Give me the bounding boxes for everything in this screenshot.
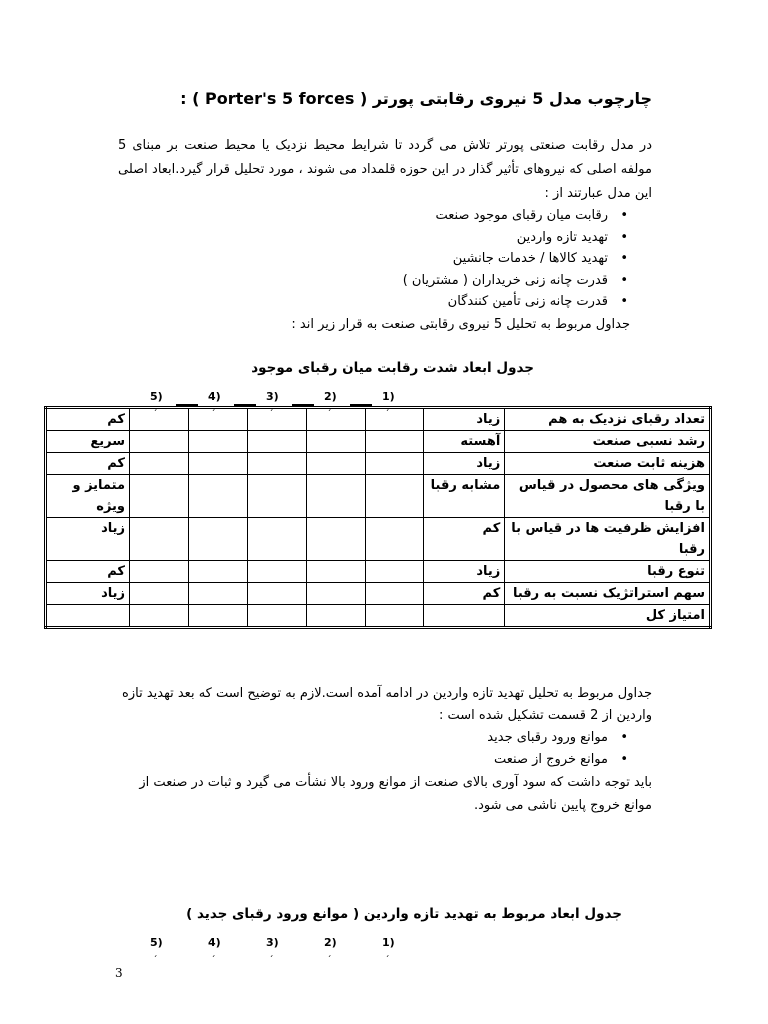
factor-cell: سهم استراتژیک نسبت به رقبا (505, 583, 711, 605)
table-row (46, 431, 711, 453)
low-end-cell: متمایز و ویژه (46, 475, 130, 518)
score-cell (188, 605, 247, 628)
factor-cell: رشد نسبی صنعت (505, 431, 711, 453)
score-cell (247, 518, 306, 561)
table2-caption: جدول ابعاد مربوط به تهدید تازه واردین ( موانع ورود رقبای جدید ) (186, 906, 622, 922)
list-item: • موانع خروج از صنعت (487, 749, 630, 771)
score-cell (247, 561, 306, 583)
score-cell (130, 583, 189, 605)
scale-label: 1) (382, 936, 395, 949)
score-cell (365, 561, 424, 583)
score-cell (188, 561, 247, 583)
score-cell (188, 475, 247, 518)
high-end-cell: کم (424, 518, 505, 561)
table-row (46, 518, 711, 561)
list-item: • تهدید کالاها / خدمات جانشین (403, 248, 630, 270)
rating-scale: 1) 2) 3) 4) 5) ˏ ˏ ˏ ˏ ˏ (150, 390, 395, 412)
score-cell (130, 475, 189, 518)
score-cell (130, 408, 189, 431)
low-end-cell: کم (46, 561, 130, 583)
score-cell (188, 408, 247, 431)
table-row (46, 583, 711, 605)
table-row (46, 475, 711, 518)
scale-label: 3) (266, 936, 279, 949)
score-cell (188, 453, 247, 475)
entry-intro: جداول مربوط به تحلیل تهدید تازه واردین در ادامه آمده است.لازم به توضیح است که بعد تهدید تازه واردین از 2 قسمت تشکیل شده است : (122, 686, 652, 723)
factor-cell: هزینه ثابت صنعت (505, 453, 711, 475)
score-cell (306, 475, 365, 518)
score-cell (306, 431, 365, 453)
total-score-label: امتیاز کل (505, 605, 711, 628)
score-cell (247, 605, 306, 628)
factor-cell: افزایش ظرفیت ها در قیاس با رقبا (505, 518, 711, 561)
score-cell (306, 453, 365, 475)
score-cell (188, 431, 247, 453)
score-cell (365, 431, 424, 453)
factor-cell: تعداد رقبای نزدیک به هم (505, 408, 711, 431)
score-cell (365, 475, 424, 518)
table-row (46, 453, 711, 475)
score-cell (130, 561, 189, 583)
table1-caption: جدول ابعاد شدت رقابت میان رقبای موجود (251, 360, 534, 376)
score-cell (247, 583, 306, 605)
score-cell (130, 518, 189, 561)
high-end-cell (424, 605, 505, 628)
score-cell (247, 431, 306, 453)
score-cell (306, 408, 365, 431)
score-cell (247, 408, 306, 431)
low-end-cell (46, 605, 130, 628)
list-item: • رقابت میان رقبای موجود صنعت (403, 205, 630, 227)
scale-label: 5) (150, 936, 163, 949)
score-cell (188, 518, 247, 561)
factor-cell: ویژگی های محصول در قیاس با رقبا (505, 475, 711, 518)
low-end-cell: کم (46, 408, 130, 431)
score-cell (365, 408, 424, 431)
score-cell (365, 605, 424, 628)
score-cell (365, 518, 424, 561)
intro-paragraph: در مدل رقابت صنعتی پورتر تلاش می گردد تا شرایط محیط نزدیک یا محیط صنعت بر مبنای 5 مولفه اصلی که نیروهای تأثیر گذار در این حوزه قلمداد می شوند ، مورد تحلیل قرار گیرد.ابعاد اصلی این مدل عبارتند از : (118, 138, 652, 201)
score-cell (130, 453, 189, 475)
rivalry-table (44, 406, 712, 629)
forces-list (403, 205, 630, 313)
score-cell (365, 453, 424, 475)
table-row (46, 408, 711, 431)
table-row (46, 605, 711, 628)
entry-parts-list (487, 727, 630, 770)
high-end-cell: مشابه رقبا (424, 475, 505, 518)
rating-scale: 1) 2) 3) 4) 5) ˏ ˏ ˏ ˏ ˏ (150, 936, 395, 958)
low-end-cell: زیاد (46, 583, 130, 605)
scale-label: 1) (382, 390, 395, 403)
score-cell (130, 431, 189, 453)
high-end-cell: کم (424, 583, 505, 605)
score-cell (306, 561, 365, 583)
list-item: • قدرت چانه زنی تأمین کنندگان (403, 291, 630, 313)
scale-label: 4) (208, 390, 221, 403)
document-title: چارچوب مدل 5 نیروی رقابتی پورتر ( Porter's 5 forces ) : (180, 89, 652, 108)
scale-label: 2) (324, 936, 337, 949)
score-cell (247, 453, 306, 475)
scale-label: 3) (266, 390, 279, 403)
high-end-cell: آهسته (424, 431, 505, 453)
score-cell (306, 518, 365, 561)
table-row (46, 561, 711, 583)
low-end-cell: سریع (46, 431, 130, 453)
list-item: • قدرت چانه زنی خریداران ( مشتریان ) (403, 270, 630, 292)
page-number: 3 (115, 966, 123, 980)
high-end-cell: زیاد (424, 561, 505, 583)
tables-intro: جداول مربوط به تحلیل 5 نیروی رقابتی صنعت به قرار زیر اند : (291, 317, 630, 332)
entry-note: باید توجه داشت که سود آوری بالای صنعت از موانع ورود بالا نشأت می گیرد و ثبات در صنعت از موانع خروج پایین ناشی می شود. (139, 775, 652, 813)
score-cell (247, 475, 306, 518)
list-item: • موانع ورود رقبای جدید (487, 727, 630, 749)
factor-cell: تنوع رقبا (505, 561, 711, 583)
list-item: • تهدید تازه واردین (403, 227, 630, 249)
scale-label: 2) (324, 390, 337, 403)
score-cell (306, 583, 365, 605)
scale-label: 4) (208, 936, 221, 949)
score-cell (130, 605, 189, 628)
score-cell (306, 605, 365, 628)
high-end-cell: زیاد (424, 453, 505, 475)
scale-label: 5) (150, 390, 163, 403)
score-cell (188, 583, 247, 605)
high-end-cell: زیاد (424, 408, 505, 431)
low-end-cell: کم (46, 453, 130, 475)
low-end-cell: زیاد (46, 518, 130, 561)
score-cell (365, 583, 424, 605)
